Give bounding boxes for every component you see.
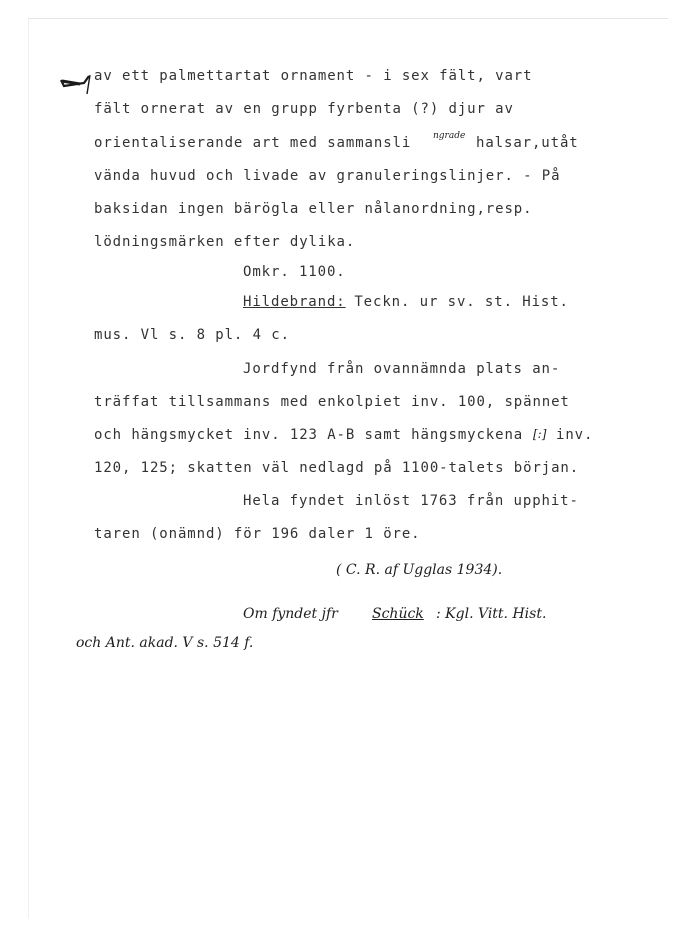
text-line-7: Omkr. 1100. <box>243 264 346 280</box>
text-line-13: 120, 125; skatten väl nedlagd på 1100-talets början. <box>94 460 580 476</box>
text-line-4: vända huvud och livade av granuleringslinjer. - På <box>94 168 561 184</box>
note-line-2: och Ant. akad. V s. 514 f. <box>76 635 254 651</box>
text-line-8-author: Hildebrand: <box>243 294 346 310</box>
text-line-11: träffat tillsammans med enkolpiet inv. 100, spännet <box>94 394 570 410</box>
bracket-mark: [:] <box>533 427 547 441</box>
text-line-12a: och hängsmycket inv. 123 A-B samt hängsmyckena <box>94 427 524 443</box>
text-line-12b: inv. <box>556 427 594 443</box>
text-line-15: taren (onämnd) för 196 daler 1 öre. <box>94 526 421 542</box>
signature: ( C. R. af Ugglas 1934). <box>336 562 503 578</box>
text-line-14: Hela fyndet inlöst 1763 från upphit- <box>243 493 579 509</box>
page-top-edge <box>28 18 668 19</box>
page-left-edge <box>28 18 29 918</box>
text-line-6: lödningsmärken efter dylika. <box>94 234 356 250</box>
text-line-1: av ett palmettartat ornament - i sex fält, vart <box>94 68 533 84</box>
text-line-2: fält ornerat av en grupp fyrbenta (?) djur av <box>94 101 514 117</box>
text-line-8-title: Teckn. ur sv. st. Hist. <box>345 294 569 310</box>
text-line-3a: orientaliserande art med sammansli <box>94 135 412 151</box>
text-line-3b: halsar,utåt <box>476 135 579 151</box>
handwritten-insert: ngrade <box>433 131 466 141</box>
text-line-10: Jordfynd från ovannämnda plats an- <box>243 361 561 377</box>
note-line-1c: : Kgl. Vitt. Hist. <box>436 606 547 622</box>
text-line-5: baksidan ingen bärögla eller nålanordning,resp. <box>94 201 533 217</box>
note-line-1-author: Schück <box>372 606 424 622</box>
note-line-1a: Om fyndet jfr <box>243 606 343 622</box>
margin-arrow-mark <box>60 72 94 98</box>
text-line-9: mus. Vl s. 8 pl. 4 c. <box>94 327 290 343</box>
